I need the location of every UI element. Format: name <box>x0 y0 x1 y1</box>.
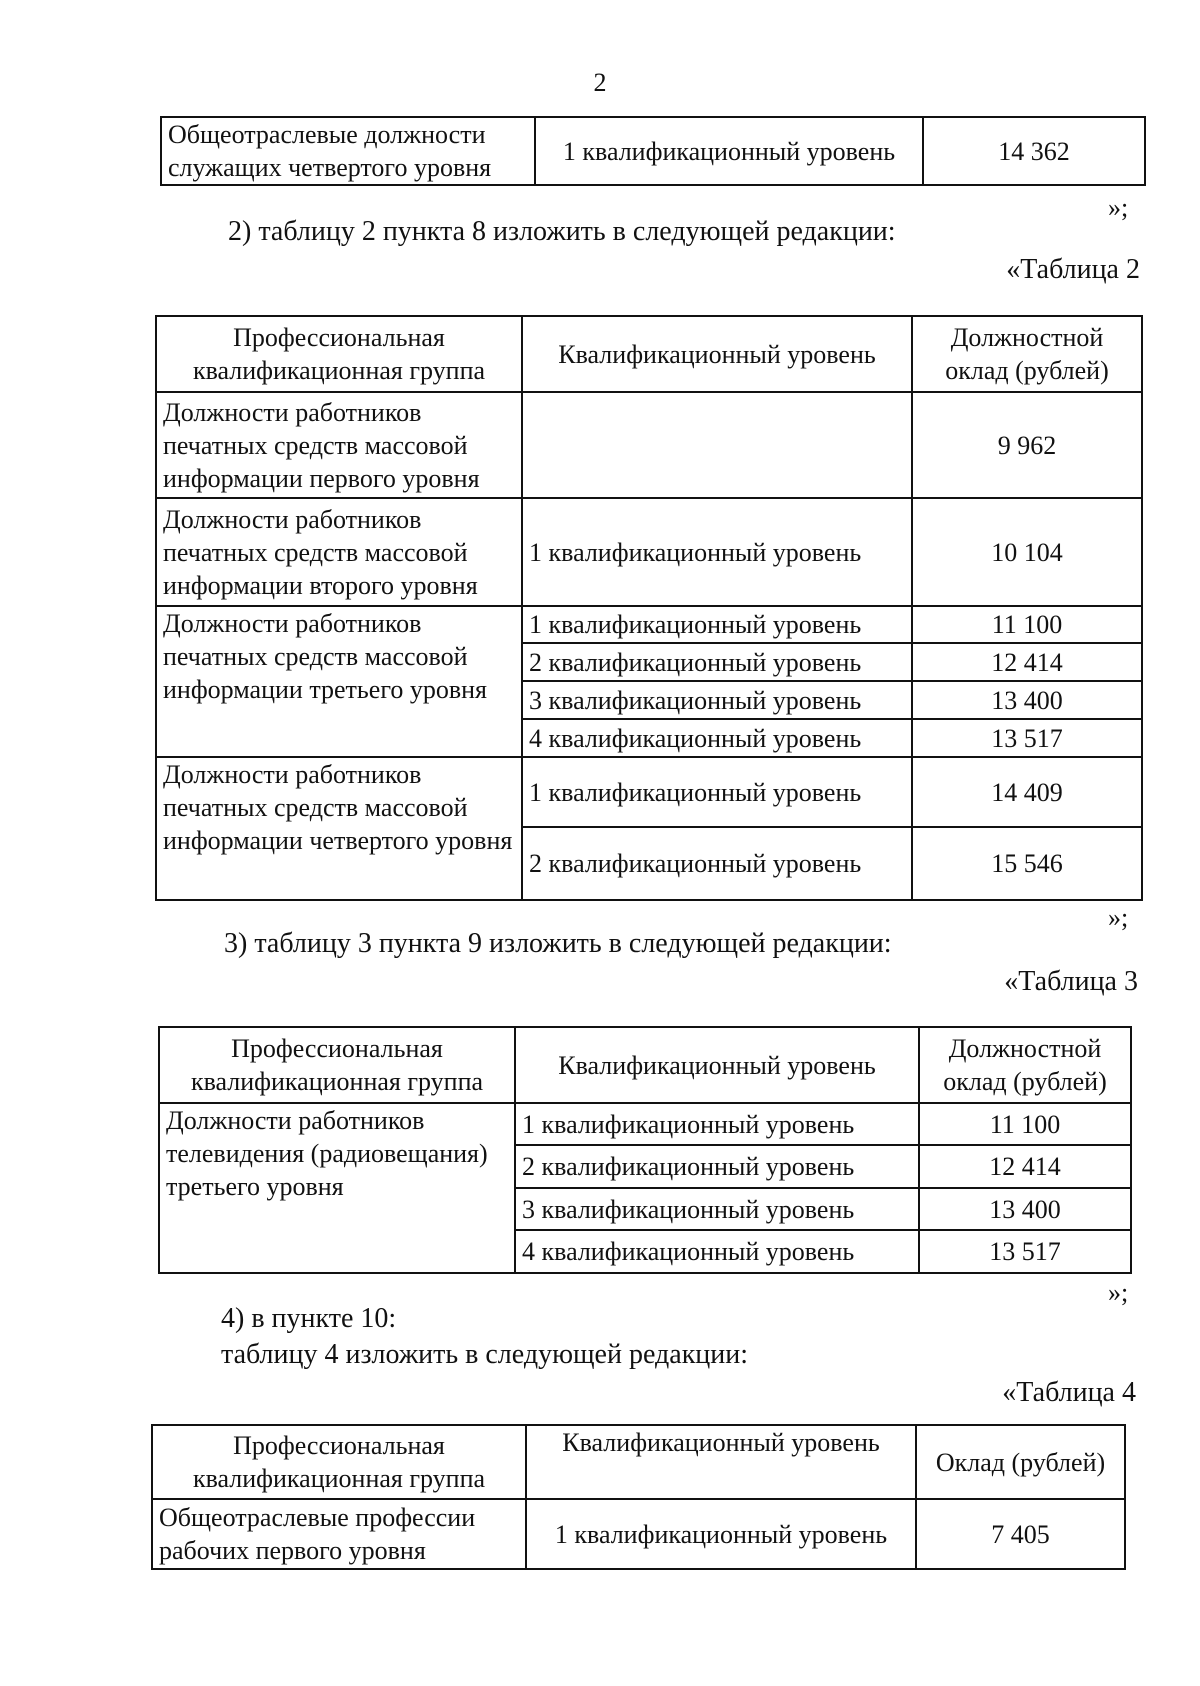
closing-quote: »; <box>1108 903 1129 932</box>
salary-cell: 13 517 <box>919 1230 1131 1273</box>
salary-cell: 11 100 <box>912 606 1142 643</box>
header-salary: Оклад (рублей) <box>916 1425 1125 1499</box>
paragraph-4b: таблицу 4 изложить в следующей редакции: <box>221 1339 749 1370</box>
group-cell: Должности работников печатных средств массовой информации первого уровня <box>156 392 522 498</box>
salary-cell: 15 546 <box>912 827 1142 900</box>
level-cell: 1 квалификационный уровень <box>522 757 912 827</box>
header-salary: Должностной оклад (рублей) <box>912 316 1142 392</box>
header-group: Профессиональная квалификационная группа <box>152 1425 526 1499</box>
level-cell: 2 квалификационный уровень <box>522 827 912 900</box>
group-cell: Должности работников телевидения (радиовещания) третьего уровня <box>159 1103 515 1273</box>
closing-quote: »; <box>1108 193 1129 222</box>
level-cell: 1 квалификационный уровень <box>522 498 912 606</box>
salary-cell: 10 104 <box>912 498 1142 606</box>
page-number: 2 <box>593 68 607 97</box>
group-cell: Должности работников печатных средств массовой информации третьего уровня <box>156 606 522 757</box>
table-row <box>156 498 1142 606</box>
level-cell <box>522 392 912 498</box>
level-cell: 1 квалификационный уровень <box>535 117 923 185</box>
table-row <box>156 757 1142 827</box>
header-group: Профессиональная квалификационная группа <box>159 1027 515 1103</box>
salary-cell: 12 414 <box>912 643 1142 681</box>
salary-cell: 11 100 <box>919 1103 1131 1145</box>
level-cell: 4 квалификационный уровень <box>522 719 912 757</box>
level-cell: 4 квалификационный уровень <box>515 1230 919 1273</box>
salary-cell: 9 962 <box>912 392 1142 498</box>
salary-cell: 12 414 <box>919 1145 1131 1188</box>
salary-cell: 7 405 <box>916 1499 1125 1569</box>
table-2-caption: «Таблица 2 <box>1006 254 1140 285</box>
table-1 <box>160 116 1146 186</box>
header-row <box>159 1027 1131 1103</box>
table-row <box>159 1103 1131 1145</box>
table-4-caption: «Таблица 4 <box>1002 1377 1136 1408</box>
salary-cell: 13 517 <box>912 719 1142 757</box>
closing-quote: »; <box>1108 1278 1129 1307</box>
salary-cell: 13 400 <box>919 1188 1131 1230</box>
salary-cell: 13 400 <box>912 681 1142 719</box>
table-3 <box>158 1026 1132 1274</box>
header-group: Профессиональная квалификационная группа <box>156 316 522 392</box>
paragraph-2: 2) таблицу 2 пункта 8 изложить в следующей редакции: <box>228 216 896 247</box>
level-cell: 1 квалификационный уровень <box>515 1103 919 1145</box>
header-level: Квалификационный уровень <box>526 1425 916 1499</box>
header-level: Квалификационный уровень <box>515 1027 919 1103</box>
group-cell: Должности работников печатных средств массовой информации второго уровня <box>156 498 522 606</box>
header-row <box>152 1425 1125 1499</box>
table-4 <box>151 1424 1126 1570</box>
group-cell: Общеотраслевые профессии рабочих первого уровня <box>152 1499 526 1569</box>
level-cell: 2 квалификационный уровень <box>515 1145 919 1188</box>
table-row <box>156 392 1142 498</box>
paragraph-3: 3) таблицу 3 пункта 9 изложить в следующей редакции: <box>224 928 892 959</box>
group-cell: Общеотраслевые должности служащих четвертого уровня <box>161 117 535 185</box>
group-cell: Должности работников печатных средств массовой информации четвертого уровня <box>156 757 522 900</box>
header-row <box>156 316 1142 392</box>
salary-cell: 14 409 <box>912 757 1142 827</box>
table-row <box>152 1499 1125 1569</box>
header-level: Квалификационный уровень <box>522 316 912 392</box>
table-3-caption: «Таблица 3 <box>1004 966 1138 997</box>
level-cell: 3 квалификационный уровень <box>515 1188 919 1230</box>
level-cell: 1 квалификационный уровень <box>522 606 912 643</box>
level-cell: 3 квалификационный уровень <box>522 681 912 719</box>
level-cell: 2 квалификационный уровень <box>522 643 912 681</box>
paragraph-4a: 4) в пункте 10: <box>221 1303 397 1334</box>
table-row <box>161 117 1145 185</box>
level-cell: 1 квалификационный уровень <box>526 1499 916 1569</box>
table-2 <box>155 315 1143 901</box>
header-salary: Должностной оклад (рублей) <box>919 1027 1131 1103</box>
table-row <box>156 606 1142 643</box>
salary-cell: 14 362 <box>923 117 1145 185</box>
